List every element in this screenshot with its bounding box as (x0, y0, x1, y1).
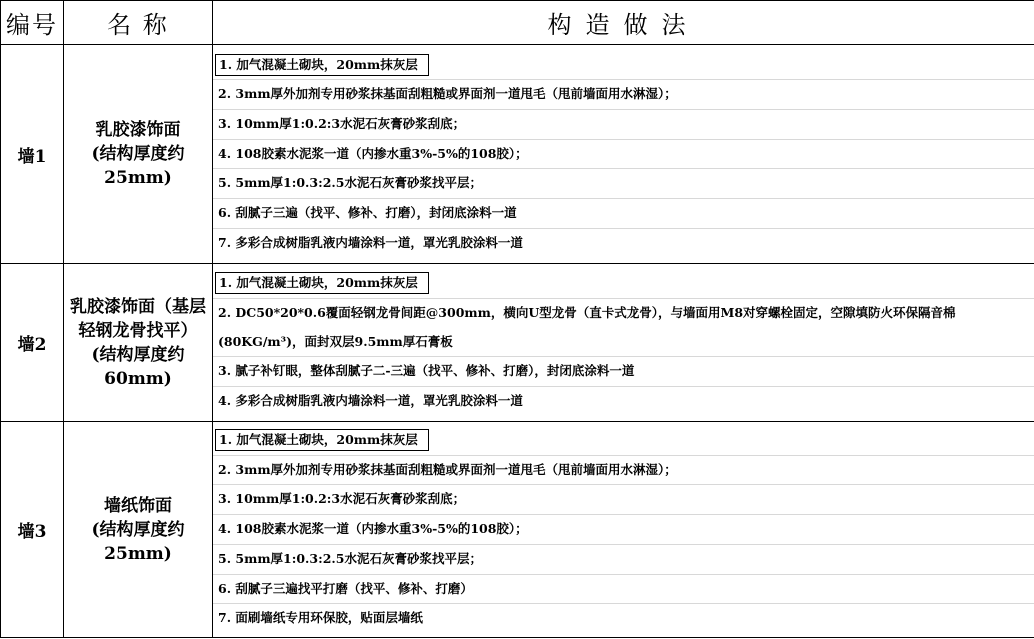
method-step: 4. 多彩合成树脂乳液内墙涂料一道，罩光乳胶涂料一道 (218, 393, 523, 409)
boxed-step-text: 1. 加气混凝土砌块，20mm抹灰层 (215, 54, 429, 76)
row-name-line: (结构厚度约60mm) (91, 344, 185, 389)
row-name-line: (结构厚度约25mm) (91, 144, 185, 188)
method-step: 6. 刮腻子三遍（找平、修补、打磨），封闭底涂料一道 (213, 199, 1034, 229)
method-step: 7. 面刷墙纸专用环保胶，贴面层墙纸 (218, 610, 423, 626)
method-step: 4. 108胶素水泥浆一道（内掺水重3%-5%的108胶）； (213, 140, 1034, 170)
header-name: 名 称 (64, 1, 213, 45)
method-step: 3. 腻子补钉眼，整体刮腻子二-三遍（找平、修补、打磨），封闭底涂料一道 (213, 357, 1034, 387)
table-row (1, 264, 1034, 422)
row-name-line: 墙纸饰面 (104, 495, 172, 516)
method-step: 4. 108胶素水泥浆一道（内掺水重3%-5%的108胶）； (213, 515, 1034, 545)
row-id: 墙1 (1, 45, 64, 264)
method-step (213, 426, 1034, 456)
header-id: 编号 (1, 1, 64, 45)
method-step: 5. 5mm厚1:0.3:2.5水泥石灰膏砂浆找平层； (213, 545, 1034, 575)
row-name-line: (结构厚度约25mm) (91, 519, 185, 564)
row-name (64, 45, 213, 264)
boxed-step-text: 1. 加气混凝土砌块，20mm抹灰层 (215, 272, 429, 294)
row-method (213, 264, 1034, 422)
table-row (1, 45, 1034, 264)
method-step: 2. 3mm厚外加剂专用砂浆抹基面刮粗糙或界面剂一道甩毛（甩前墙面用水淋湿）； (213, 456, 1034, 486)
row-name (64, 264, 213, 422)
header-method: 构造做法 (213, 1, 1034, 45)
row-method (213, 422, 1034, 638)
method-step (213, 269, 1034, 299)
method-step: 5. 5mm厚1:0.3:2.5水泥石灰膏砂浆找平层； (213, 169, 1034, 199)
row-id: 墙3 (1, 422, 64, 638)
method-step: 2. 3mm厚外加剂专用砂浆抹基面刮粗糙或界面剂一道甩毛（甩前墙面用水淋湿）； (213, 80, 1034, 110)
boxed-step-text: 1. 加气混凝土砌块，20mm抹灰层 (215, 429, 429, 451)
table-row (1, 422, 1034, 638)
method-step: 6. 刮腻子三遍找平打磨（找平、修补、打磨） (213, 575, 1034, 605)
method-step: 2. DC50*20*0.6覆面轻钢龙骨间距@300mm，横向U型龙骨（直卡式龙骨），与墙面用M8对穿螺栓固定，空隙填防火环保隔音棉(80KG/m³)，面封双层9.5mm厚石膏板 (213, 299, 1034, 357)
row-id: 墙2 (1, 264, 64, 422)
method-step: 3. 10mm厚1:0.2:3水泥石灰膏砂浆刮底； (213, 110, 1034, 140)
row-name-line: 乳胶漆饰面 (95, 120, 181, 140)
row-name-line: 乳胶漆饰面（基层 (70, 296, 206, 317)
method-step: 7. 多彩合成树脂乳液内墙涂料一道，罩光乳胶涂料一道 (218, 234, 523, 250)
row-name (64, 422, 213, 638)
row-method (213, 45, 1034, 264)
header-row (1, 1, 1034, 45)
method-step: 3. 10mm厚1:0.2:3水泥石灰膏砂浆刮底； (213, 485, 1034, 515)
row-name-line: 轻钢龙骨找平） (78, 320, 198, 341)
method-step (213, 51, 1034, 81)
